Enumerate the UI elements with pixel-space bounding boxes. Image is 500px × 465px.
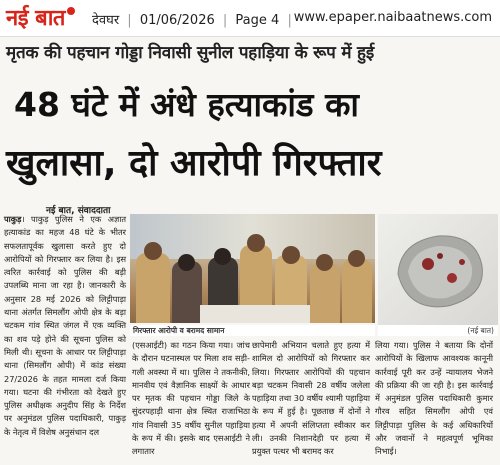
edition-meta: [92, 10, 296, 28]
article-column-4: लिया गया। पुलिस ने बताया कि दोनों आरोपियों के खिलाफ आवश्यक कानूनी कार्रवाई पूरी कर उन्हें न्यायालय भेजने की प्रक्रिया की जा रही है। इस कार्रवाई में अनुमंडल पुलिस पदाधिकारी कुमार गौरव सहित सिमलौंग ओपी एवं लिट्टीपाड़ा पुलिस के कई अधिकारियों और जवानों ने महत्वपूर्ण भूमिका निभाई।: [375, 340, 493, 457]
masthead-bar: [0, 0, 500, 37]
photo-table: [200, 305, 310, 323]
photo-figure-head: [348, 250, 365, 267]
arrest-photo: [130, 214, 375, 323]
column-1-text: । पाकुड़ पुलिस ने एक अज्ञात हत्याकांड का महज 48 घंटे के भीतर सफलतापूर्वक खुलासा करते हुए दो आरोपियों को गिरफ्तार कर लिया है। इस त्वरित कार्रवाई को पुलिस की बड़ी उपलब्धि माना जा रहा है। जानकारी के अनुसार 28 मई 2026 को लिट्टीपाड़ा थाना अंतर्गत सिमलौंग ओपी क्षेत्र के बड़ा चटकम गांव स्थित जंगल में एक व्यक्ति का शव पड़े होने की सूचना पुलिस को मिली थी। सूचना के आधार पर लिट्टीपाड़ा थाना (सिमलौंग ओपी) में कांड संख्या 27/2026 के तहत मामला दर्ज किया गया। घटना की गंभीरता को देखते हुए पुलिस अधीक्षक अनुदीप सिंह के निर्देश पर अनुमंडल पुलिस पदाधिकारी, पाकुड़ के नेतृत्व में विशेष अनुसंधान दल: [4, 214, 126, 437]
evidence-stone-photo: [378, 214, 498, 325]
article-dek: मृतक की पहचान गोड्डा निवासी सुनील पहाड़िया के रूप में हुई: [6, 43, 375, 63]
dateline: पाकुड़: [4, 214, 22, 224]
newspaper-logo[interactable]: [6, 2, 75, 32]
photo-figure-head: [247, 234, 265, 252]
site-url-link[interactable]: www.epaper.naibaatnews.com: [293, 10, 492, 25]
photo-figure-head: [144, 242, 162, 260]
separator: |: [222, 13, 228, 28]
byline: नई बात, संवाददाता: [46, 206, 111, 216]
photo-figure-head: [214, 248, 231, 265]
photo-figure: [136, 253, 170, 323]
headline-line-2: खुलासा, दो आरोपी गिरफ्तार: [6, 143, 382, 184]
edition-city: देवघर: [92, 13, 120, 28]
photo-figure-head: [282, 246, 300, 264]
photo-credit: (नई बात): [378, 325, 498, 336]
photo-figure: [310, 263, 340, 323]
separator: |: [287, 13, 292, 28]
photo-figure: [342, 259, 372, 323]
logo-text: नई बात: [6, 6, 65, 31]
photo-caption: गिरफ्तार आरोपी व बरामद सामान: [130, 325, 375, 336]
article-column-3: छापेमारी अभियान चलाते हुए हत्या में शामिल दो आरोपियों को गिरफ्तार कर लिया। गिरफ्तार आरोपियों की पहचान बड़ा चटकम निवासी 28 वर्षीय जलेला पहाड़िया तथा 30 वर्षीय श्यामी पहाड़िया के रूप में हुई है। पूछताछ में दोनों ने हत्या में अपनी संलिप्तता स्वीकार कर ली। उनकी निशानदेही पर हत्या में प्रयुक्त पत्थर भी बरामद कर: [252, 340, 370, 457]
stone-icon: [378, 214, 498, 325]
photo-figure-head: [178, 254, 195, 271]
article-column-2: (एसआईटी) का गठन किया गया। जांच के दौरान घटनास्थल पर मिला शव सड़ी-गली अवस्था में था। पुलिस ने तकनीकी, मानवीय एवं वैज्ञानिक साक्ष्यों के आधार पर मृतक की पहचान गोड्डा जिले के सुंदरपहाड़ी थाना क्षेत्र स्थित राजाभिठा गांव निवासी 35 वर्षीय सुनील पहाड़िया के रूप में की। इसके बाद एसआईटी ने लगातार: [132, 340, 250, 457]
article-column-1: [0, 213, 130, 437]
page-number: Page 4: [235, 13, 280, 28]
photo-figure-head: [316, 254, 333, 271]
edition-date: 01/06/2026: [139, 13, 215, 28]
headline-line-1: 48 घंटे में अंधे हत्याकांड का: [14, 85, 359, 124]
logo-dot-icon: [67, 7, 75, 15]
separator: |: [127, 13, 132, 28]
